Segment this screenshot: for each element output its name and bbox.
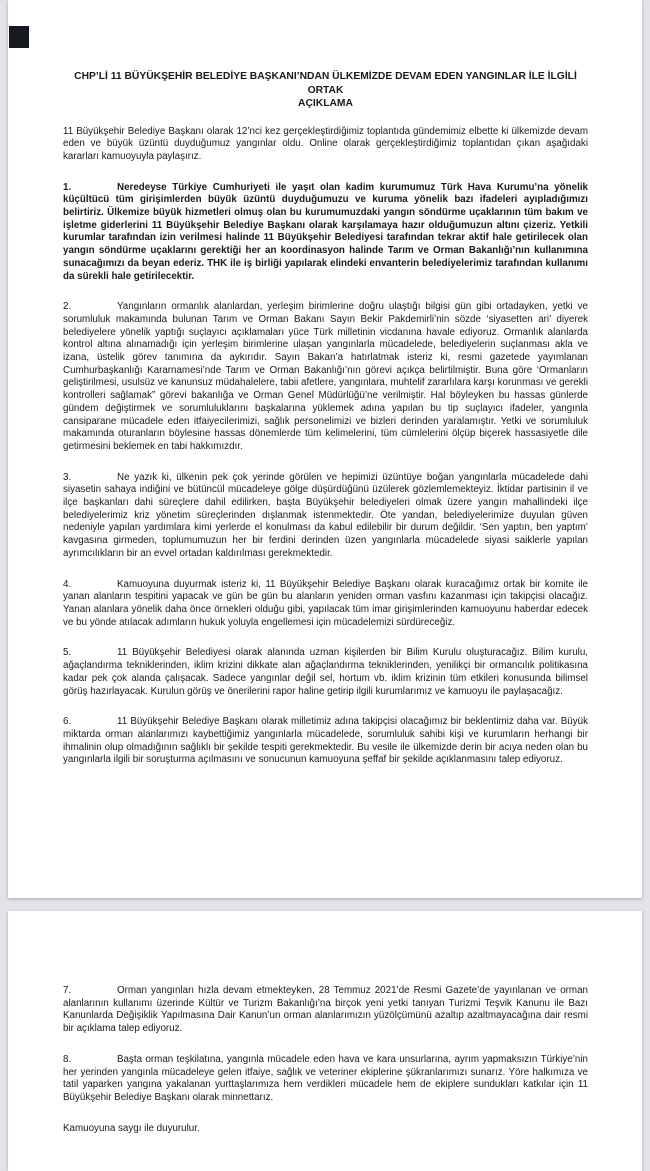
paragraph-2-number: 2. bbox=[63, 301, 72, 313]
document-title bbox=[63, 70, 588, 111]
intro-paragraph: 11 Büyükşehir Belediye Başkanı olarak 12’nci kez gerçekleştirdiğimiz toplantıda gündemimiz elbette ki ülkemizde devam eden ve büyük üzüntü duyduğumuz yangınlar oldu. Online olarak gerçekleştirdiğimiz toplantıdan çıkan aşağıdaki kararları kamuoyuyla paylaşırız. bbox=[63, 125, 588, 162]
paragraph-7-number: 7. bbox=[63, 985, 72, 996]
paragraph-5 bbox=[63, 647, 588, 698]
paragraph-8 bbox=[63, 1054, 588, 1105]
closing-line: Kamuoyuna saygı ile duyurulur. bbox=[63, 1122, 200, 1134]
paragraph-5-text: 11 Büyükşehir Belediyesi olarak alanında uzman kişilerden bir Bilim Kurulu oluşturacağız. Bilim kurulu, ağaçlandırma tekniklerinden, iklim krizini dikkate alan ağaçlandırma tekniklerinden, yenilikçi bir ormancılık politikasına kadar pek çok alanda çalışacak. Sadece yangınlar değil sel, hortum vb. iklim krizinin tüm etkileri konusunda bilimsel görüş hazırlayacak. Kurulun görüş ve önerilerini rapor haline getirip ilgili kurumlarımız ve kamuoyu ile paylaşacağız. bbox=[63, 647, 588, 697]
paragraph-6-number: 6. bbox=[63, 716, 72, 728]
document-page-2 bbox=[8, 911, 642, 1171]
paragraph-4-text: Kamuoyuna duyurmak isteriz ki, 11 Büyükşehir Belediye Başkanı olarak kuracağımız ortak bir komite ile yanan alanların tespitini yapacak ve gün be gün bu alanların yeniden orman vasfını kazanması için takipçisi olacağız. Yanan alanlara yönelik daha önce örnekleri olduğu gibi, yapılacak tüm imar girişimlerinden kamuoyunu haberdar edecek ve bu yönde atılacak adımların hukuk yoluyla engellemesi için mücadelemizi sürdüreceğiz. bbox=[63, 578, 588, 628]
document-title-line-2: AÇIKLAMA bbox=[298, 98, 353, 109]
page-1-content bbox=[8, 0, 642, 767]
paragraph-7-text: Orman yangınları hızla devam etmekteyken, 28 Temmuz 2021’de Resmi Gazete’de yayınlanan ve orman alanlarının kullanımı üzerinde Kültür ve Turizm Bakanlığı’na birçok yeni yetki tanıyan Turizmi Teşvik Kanunu ile Bazı Kanunlarda Değişiklik Yapılmasına Dair Kanun’un orman alanlarımızın yüzölçümünü azaltıp azaltmayacağına dair resmi bir açıklama talep ediyoruz. bbox=[63, 985, 588, 1035]
paragraph-3-number: 3. bbox=[63, 471, 72, 483]
corner-marker-icon bbox=[9, 26, 29, 48]
paragraph-8-text: Başta orman teşkilatına, yangınla mücadele eden hava ve kara unsurlarına, ayrım yapmaksızın Türkiye’nin her yerinden yangınla mücadeleye gelen itfaiye, sağlık ve veteriner ekiplerine şükranlarımızı sunarız. Yöre halkımıza ve tatil yaparken yangına yakalanan yurttaşlarımıza hem verdikleri mücadele hem de ekiplere sundukları katkılar için 11 Büyükşehir Belediye Başkanı olarak minnettarız. bbox=[63, 1053, 588, 1103]
paragraph-4-number: 4. bbox=[63, 578, 72, 590]
paragraph-8-number: 8. bbox=[63, 1053, 72, 1065]
document-title-line-1: CHP’Lİ 11 BÜYÜKŞEHİR BELEDİYE BAŞKANI’NDAN ÜLKEMİZDE DEVAM EDEN YANGINLAR İLE İLGİLİ ORTAK bbox=[74, 71, 577, 96]
document-page-1 bbox=[8, 0, 642, 898]
paragraph-1-text: Neredeyse Türkiye Cumhuriyeti ile yaşıt olan kadim kurumumuz Türk Hava Kurumu’na yönelik küçültücü tüm girişimlerden büyük üzüntü duyduğumuzu ve kuruma yönelik bazı ifadeleri ayıpladığımızı belirtiriz. Ülkemize büyük hizmetleri olmuş olan bu kurumumuzdaki yangın söndürme uçaklarının tüm bakım ve işletme giderlerini 11 Büyükşehir Belediye Başkanı olarak karşılamaya hazır olduğumuzun altını çizeriz. Yetkili kurumlar tarafından izin verilmesi halinde 11 Büyükşehir Belediyesi tarafından tekrar aktif hale getirilecek olan yangın söndürme uçaklarını gerektiği her an koordinasyon halinde Tarım ve Orman Bakanlığı’nın kullanımına sunacağımızı da beyan ederiz. THK ile iş birliği yapılarak elindeki envanterin belediyelerimiz tarafından kullanımı da sürekli hale getirilecektir. bbox=[63, 181, 588, 282]
paragraph-5-number: 5. bbox=[63, 647, 72, 659]
paragraph-6-text: 11 Büyükşehir Belediye Başkanı olarak milletimiz adına takipçisi olacağımız bir beklentimiz daha var. Büyük miktarda orman alanlarımızı kaybettiğimiz yangınlarla mücadelede, sorumluluk sahibi kişi ve kurumların herhangi bir ihmalinin olup olmadığının sağlıklı bir şekilde tespiti gerekmektedir. Bu vesile ile ülkemizde derin bir acıya neden olan bu yangınlarla ilgili bir soruşturma açılmasını ve sonucunun kamuoyuna şeffaf bir şekilde açıklanmasını talep ediyoruz. bbox=[63, 716, 588, 766]
paragraph-4 bbox=[63, 579, 588, 630]
paragraph-6 bbox=[63, 716, 588, 767]
page-2-content bbox=[8, 911, 642, 1135]
paragraph-7 bbox=[63, 985, 588, 1036]
paragraph-1 bbox=[63, 182, 588, 284]
paragraph-2 bbox=[63, 301, 588, 453]
paragraph-3-text: Ne yazık ki, ülkenin pek çok yerinde görülen ve hepimizi üzüntüye boğan yangınlarla mücadelede dahi siyasetin sahaya indiğini ve bütüncül mücadeleye gölge düşürdüğünü üzülerek gözlemlemekteyiz. İktidar partisinin il ve ilçe başkanları dahi süreçlere dahil edilirken, başta Büyükşehir belediyeleri olmak üzere yangın mahallindeki ilçe belediyelerimiz kriz yönetim süreçlerinden dışlanmak istenmektedir. Öte yandan, belediyelerimize duyulan güven nedeniyle yapılan yardımlara kimi yerlerde el konulması da kabul edilebilir bir durum değildir. ‘Sen yaptın, ben yaptım’ kavgasına girmeden, toplumumuzun her bir ferdini derinden üzen yangınlarla mücadelede siyasi saiklerle yapılan ayrımcılıkların bir an evvel ortadan kaldırılması gerekmektedir. bbox=[63, 471, 588, 559]
paragraph-1-number: 1. bbox=[63, 181, 72, 193]
paragraph-2-text: Yangınların ormanlık alanlardan, yerleşim birimlerine doğru ulaştığı bilgisi gün gibi ortadayken, yetki ve sorumluluk makamında bulunan Tarım ve Orman Bakanı Sayın Bekir Pakdemirli’nin sözde ‘siyasetten ari’ diyerek belediyelere yönelik yaptığı suçlayıcı açıklamaları yüce Türk milletinin vicdanına havale ediyoruz. Ormanlık alanlarda kontrol altına alınamadığı için yerleşim birimlerine ulaşan yangınlarla mücadelede, belediyelerin suçlanması akla ve izana, üstelik görev tanımına da aykırıdır. Sayın Bakan’a hatırlatmak isteriz ki, resmi gazetede yayımlanan Cumhurbaşkanlığı Kararnamesi’nde Tarım ve Orman Bakanlığı’nın görevi açıkça belirtilmiştir. Buna göre ‘Ormanların geliştirilmesi, usulsüz ve kanunsuz müdahalelere, tabii afetlere, yangınlara, muhtelif zararlılara karşı korunması ve gerekli kontrolleri sağlamak” görevi bakanlığa ve Orman Genel Müdürlüğü’ne verilmiştir. Hal böyleyken bu hassas günlerde gündem değiştirmek ve sorumluluklarını başkalarına yüklemek adına yapılan bu tip suçlayıcı ifadeler, yangınla cansiparane mücadele eden itfaiyecilerimizi, sağlık personelimizi ve bizleri derinden yaralamıştır. Yetki ve sorumluluk makamında oturanların böylesine hassas dönemlerde tüm kelimelerini, tüm cümlelerini ölçüp biçerek hassasiyetle dile getirmesini beklemek en tabi hakkımızdır. bbox=[63, 301, 588, 452]
paragraph-3 bbox=[63, 472, 588, 561]
